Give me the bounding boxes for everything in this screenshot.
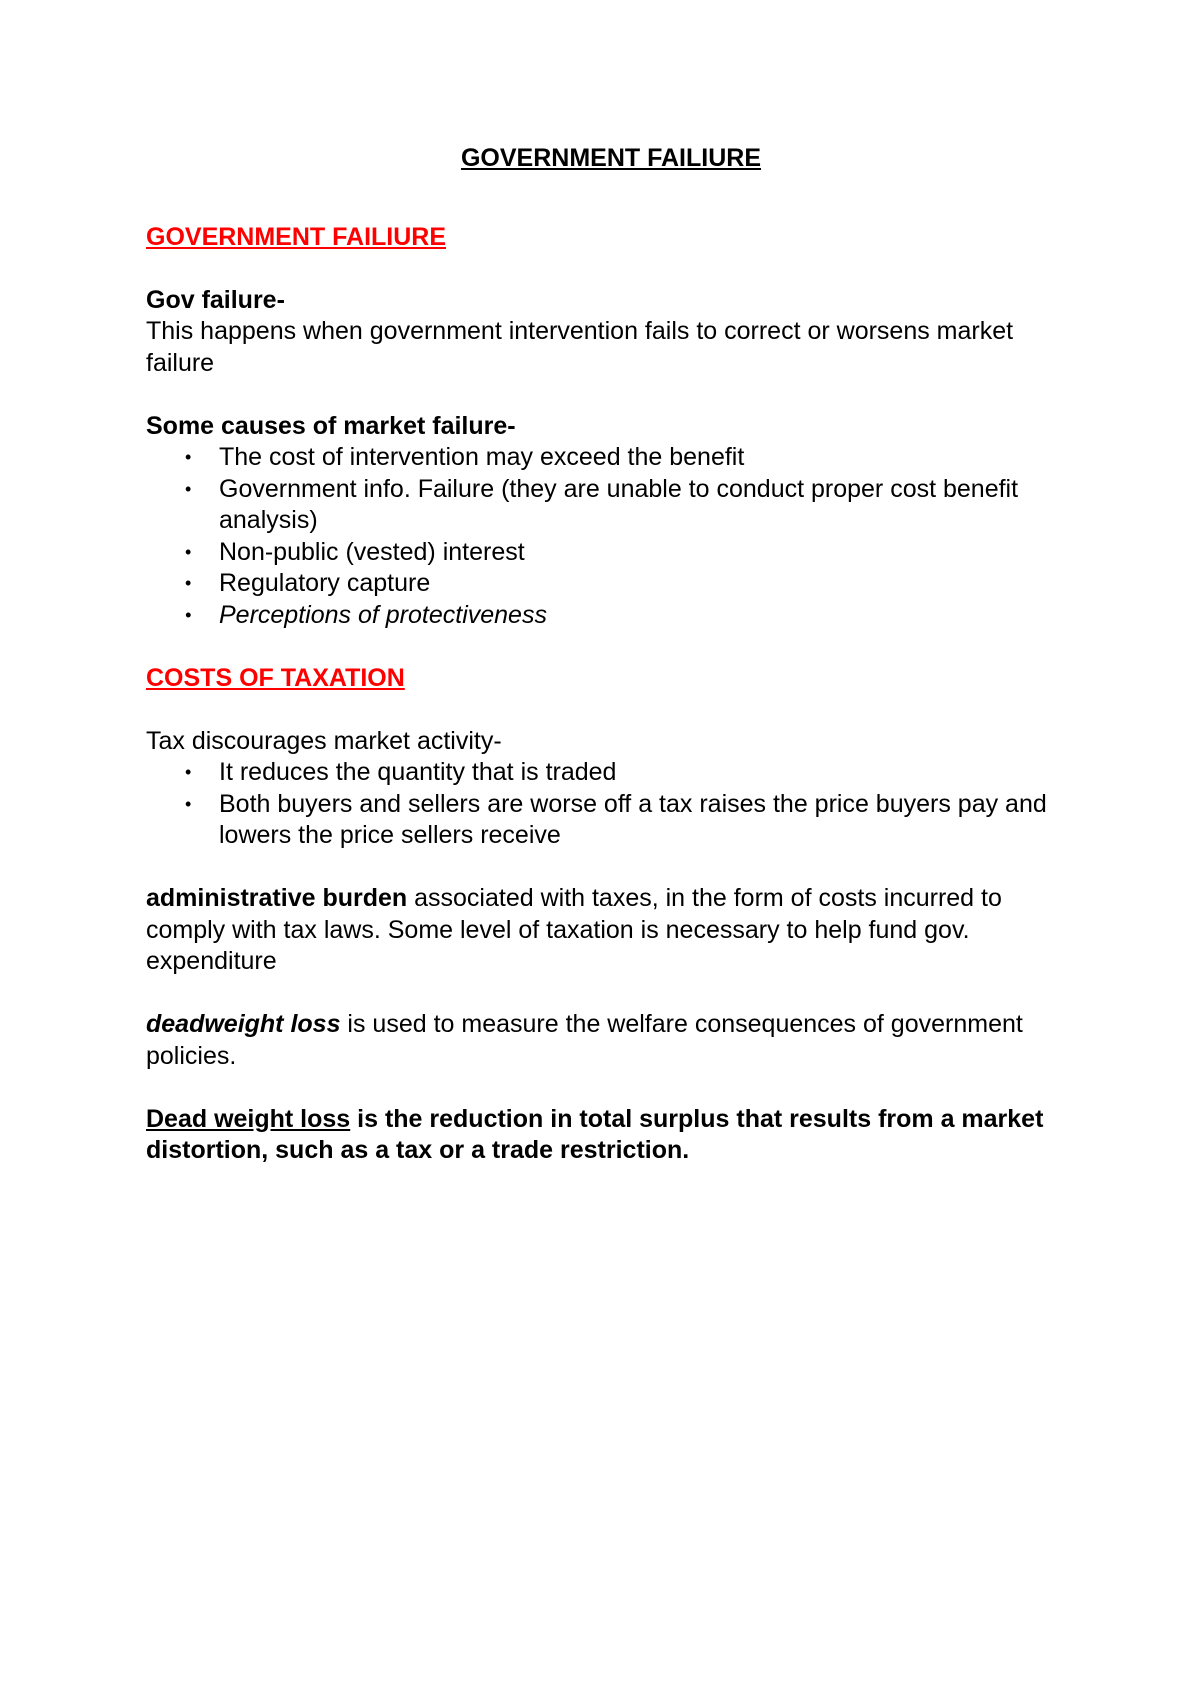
bullet-icon: • [185, 447, 192, 467]
deadweight-loss-definition-text: is the reduction in total surplus that results from a market distortion, such as a tax or a trade restriction. [146, 1104, 1044, 1164]
spacer [146, 631, 1076, 663]
administrative-burden-text: associated with taxes, in the form of costs incurred to comply with tax laws. Some level of taxation is necessary to help fund gov. expenditure [146, 884, 1002, 975]
document-body [146, 143, 1076, 1167]
bullet-icon: • [185, 478, 192, 499]
spacer [146, 694, 1076, 726]
spacer [146, 852, 1076, 884]
spacer [146, 253, 1076, 285]
spacer [146, 1072, 1076, 1104]
list-item [146, 537, 1076, 569]
bullet-icon: • [185, 541, 192, 562]
list-item-text: Perceptions of protectiveness [219, 600, 547, 629]
list-item [146, 474, 1076, 537]
list-item [146, 757, 1076, 789]
spacer [146, 978, 1076, 1010]
list-item-text: Government info. Failure (they are unable to conduct proper cost benefit analysis) [219, 474, 1019, 534]
deadweight-loss-term: deadweight loss [146, 1010, 341, 1038]
list-item [146, 568, 1076, 600]
administrative-burden-paragraph [146, 883, 1076, 978]
list-item [146, 789, 1076, 852]
list-item [146, 600, 1076, 632]
causes-list [146, 442, 1076, 631]
deadweight-loss-definition [146, 1104, 1076, 1167]
bullet-icon: • [185, 762, 192, 782]
bullet-icon: • [185, 604, 192, 625]
tax-intro: Tax discourages market activity- [146, 726, 502, 755]
list-item-text: Regulatory capture [219, 569, 431, 597]
causes-label: Some causes of market failure- [146, 411, 516, 440]
list-item [146, 442, 1076, 474]
spacer [146, 379, 1076, 411]
administrative-burden-term: administrative burden [146, 884, 408, 912]
gov-failure-definition: This happens when government intervention fails to correct or worsens market failure [146, 317, 1014, 377]
tax-effects-list [146, 757, 1076, 852]
deadweight-loss-definition-term: Dead weight loss [146, 1104, 351, 1133]
document-title: GOVERNMENT FAILIURE [460, 144, 761, 172]
bullet-icon: • [185, 793, 192, 814]
list-item-text: The cost of intervention may exceed the benefit [219, 443, 745, 471]
spacer [146, 175, 1076, 222]
list-item-text: Non-public (vested) interest [219, 537, 525, 566]
section-heading-government-failure: GOVERNMENT FAILIURE [146, 222, 447, 251]
list-item-text: Both buyers and sellers are worse off a tax raises the price buyers pay and lowers the price sellers receive [219, 789, 1047, 849]
section-heading-costs-of-taxation: COSTS OF TAXATION [146, 663, 405, 692]
bullet-icon: • [185, 573, 192, 593]
gov-failure-label: Gov failure- [146, 285, 285, 314]
list-item-text: It reduces the quantity that is traded [219, 758, 617, 786]
deadweight-loss-paragraph [146, 1009, 1076, 1072]
deadweight-loss-text: is used to measure the welfare consequences of government policies. [146, 1010, 1023, 1070]
